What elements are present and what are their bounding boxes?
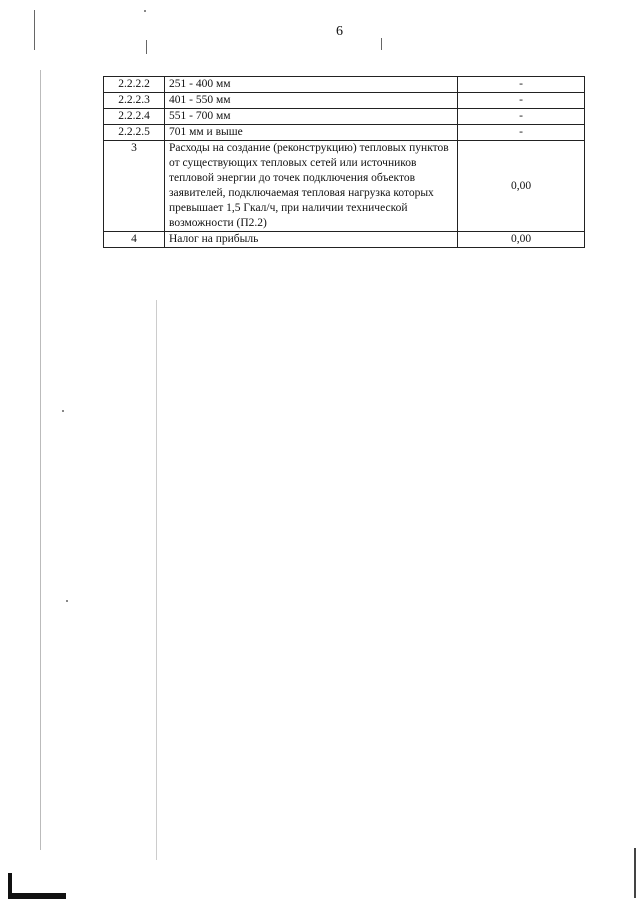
- table-row: [104, 109, 585, 125]
- table-row: [104, 232, 585, 248]
- row-description: 251 - 400 мм: [165, 77, 458, 93]
- scan-artifact-dot: [144, 10, 146, 12]
- row-value: 0,00: [458, 141, 585, 232]
- scan-artifact-dot: [66, 600, 68, 602]
- row-number: 2.2.2.3: [104, 93, 165, 109]
- scan-artifact-right-edge: [634, 848, 636, 898]
- row-value: -: [458, 77, 585, 93]
- row-value: -: [458, 109, 585, 125]
- table-row: [104, 93, 585, 109]
- scan-artifact-dot: [62, 410, 64, 412]
- scan-artifact-left-edge: [40, 70, 41, 850]
- scan-artifact-binding-line: [156, 300, 157, 860]
- scan-artifact-left-edge: [34, 10, 35, 50]
- row-value: -: [458, 125, 585, 141]
- row-number: 2.2.2.2: [104, 77, 165, 93]
- row-description: 701 мм и выше: [165, 125, 458, 141]
- row-number: 2.2.2.5: [104, 125, 165, 141]
- scan-corner-mark: [8, 893, 66, 899]
- row-value: -: [458, 93, 585, 109]
- row-number: 4: [104, 232, 165, 248]
- scan-artifact-top-mark: [381, 38, 382, 50]
- row-description: Налог на прибыль: [165, 232, 458, 248]
- row-description: 401 - 550 мм: [165, 93, 458, 109]
- cost-table: [103, 76, 585, 248]
- page-number: 6: [336, 24, 343, 39]
- scan-artifact-top-mark: [146, 40, 147, 54]
- row-number: 2.2.2.4: [104, 109, 165, 125]
- row-description: 551 - 700 мм: [165, 109, 458, 125]
- table-row: [104, 125, 585, 141]
- table-row: [104, 141, 585, 232]
- row-description: Расходы на создание (реконструкцию) тепловых пунктов от существующих тепловых сетей или источников тепловой энергии до точек подключения объектов заявителей, подключаемая тепловая нагрузка которых превышает 1,5 Гкал/ч, при наличии технической возможности (П2.2): [165, 141, 458, 232]
- row-number: 3: [104, 141, 165, 232]
- table-row: [104, 77, 585, 93]
- row-value: 0,00: [458, 232, 585, 248]
